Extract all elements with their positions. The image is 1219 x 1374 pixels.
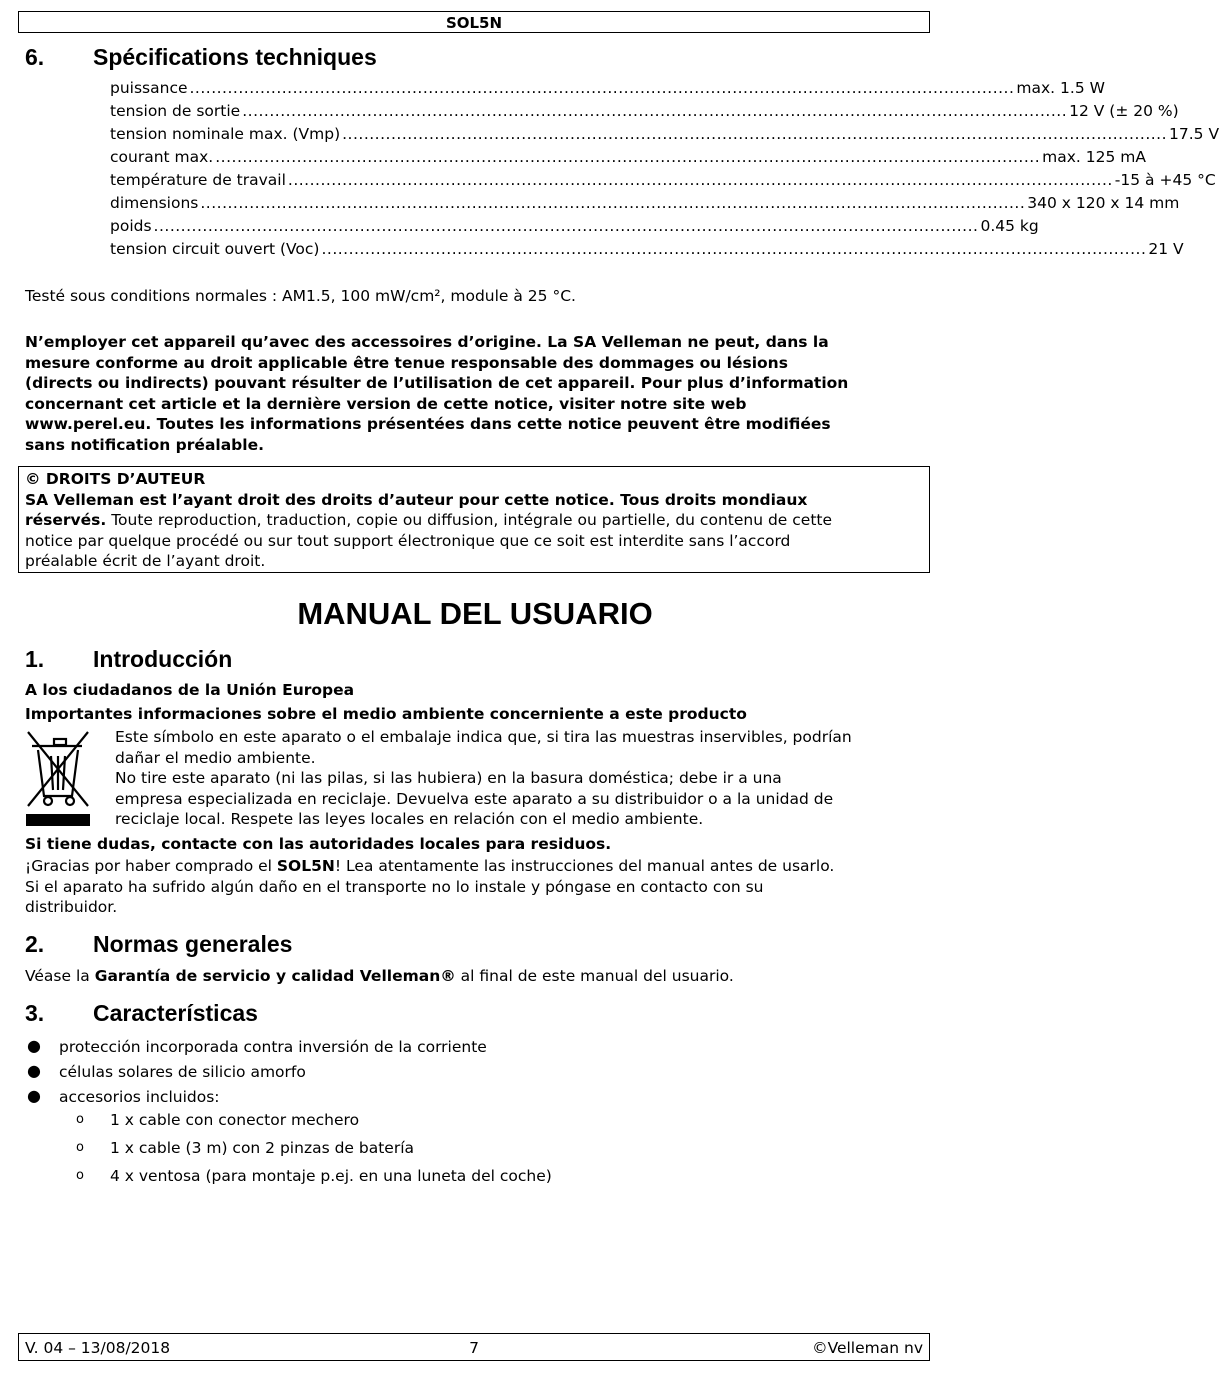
manual-title: MANUAL DEL USUARIO (297, 596, 653, 631)
list-item: 1 x cable con conector mechero (110, 1111, 360, 1129)
env-heading: Importantes informaciones sobre el medio ambiente concerniente a este producto (25, 705, 747, 723)
list-item: accesorios incluidos: (59, 1088, 220, 1106)
bullet-icon: ● (27, 1036, 41, 1055)
disclaimer-paragraph: N’employer cet appareil qu’avec des accessoires d’origine. La SA Velleman ne peut, dans la mesure conforme au droit applicable être tenue responsable des dommages ou lésions (directs ou indirects) pouvant résulter de l’utilisation de cet appareil. Pour plus d’information concernant cet article et la dernière version de cette notice, visiter notre site web www.perel.eu. Toutes les informations présentées dans cette notice peuvent être modifiées sans notification préalable. (25, 333, 849, 454)
section-heading-caracteristicas: 3. Características (25, 1000, 258, 1026)
footer-copyright: ©Velleman nv (812, 1339, 923, 1357)
copyright-title: © DROITS D’AUTEUR (25, 470, 206, 488)
spec-row: tension nominale max. (Vmp) ........................................................................................................................................................ 17.5 V (110, 125, 1219, 143)
test-conditions-note: Testé sous conditions normales : AM1.5, 100 mW/cm², module à 25 °C. (25, 287, 576, 305)
list-item: células solares de silicio amorfo (59, 1063, 306, 1081)
page-footer (18, 1333, 930, 1361)
section-heading-specifications: 6. Spécifications techniques (25, 44, 377, 70)
section-heading-normas-generales: 2. Normas generales (25, 931, 293, 957)
general-rules-text: Véase la Garantía de servicio y calidad Velleman® al final de este manual del usuario. (25, 967, 734, 985)
header-model: SOL5N (445, 14, 503, 32)
list-item: protección incorporada contra inversión de la corriente (59, 1038, 487, 1056)
weee-text: Este símbolo en este aparato o el embalaje indica que, si tira las muestras inservibles, podrían dañar el medio ambiente. No tire este aparato (ni las pilas, si las hubiera) en la basura doméstica; debe ir a una empresa especializada en reciclaje. Devuelva este aparato a su distribuidor o a la unidad de reciclaje local. Respete las leyes locales en relación con el medio ambiente. (115, 728, 852, 828)
sub-bullet-icon: o (76, 1140, 84, 1155)
section-heading-introduccion: 1. Introducción (25, 646, 233, 672)
footer-page-number: 7 (469, 1339, 479, 1357)
spec-row: dimensions ........................................................................................................................................................ 340 x 120 x 14 mm (110, 194, 1180, 212)
spec-row: courant max. ........................................................................................................................................................ max. 125 mA (110, 148, 1146, 166)
footer-version: V. 04 – 13/08/2018 (25, 1339, 171, 1357)
copyright-box: © DROITS D’AUTEUR SA Velleman est l’ayant droit des droits d’auteur pour cette notice. Tous droits mondiaux réservés. Toute reproduction, traduction, copie ou diffusion, intégrale ou partielle, du contenu de cette notice par quelque procédé ou sur tout support électronique que ce soit est interdite sans l’accord préalable écrit de l’ayant droit. (18, 466, 930, 573)
weee-crossed-bin-icon (24, 728, 94, 828)
spec-row: puissance ........................................................................................................................................................ max. 1.5 W (110, 79, 1105, 97)
thanks-paragraph: ¡Gracias por haber comprado el SOL5N! Lea atentamente las instrucciones del manual antes de usarlo. Si el aparato ha sufrido algún daño en el transporte no lo instale y póngase en contacto con su distribuidor. (25, 857, 835, 916)
spec-row: poids ........................................................................................................................................................ 0.45 kg (110, 217, 1039, 235)
sub-bullet-icon: o (76, 1168, 84, 1183)
bullet-icon: ● (27, 1061, 41, 1080)
spec-row: température de travail ........................................................................................................................................................ -15 à +45 °C (110, 171, 1216, 189)
spec-row: tension circuit ouvert (Voc) ........................................................................................................................................................ 21 V (110, 240, 1184, 258)
doubts-note: Si tiene dudas, contacte con las autoridades locales para residuos. (25, 835, 612, 853)
page-header (18, 11, 930, 33)
spec-row: tension de sortie ........................................................................................................................................................ 12 V (± 20 %) (110, 102, 1179, 120)
list-item: 4 x ventosa (para montaje p.ej. en una luneta del coche) (110, 1167, 552, 1185)
sub-bullet-icon: o (76, 1112, 84, 1127)
list-item: 1 x cable (3 m) con 2 pinzas de batería (110, 1139, 415, 1157)
bullet-icon: ● (27, 1086, 41, 1105)
eu-heading: A los ciudadanos de la Unión Europea (25, 681, 355, 699)
